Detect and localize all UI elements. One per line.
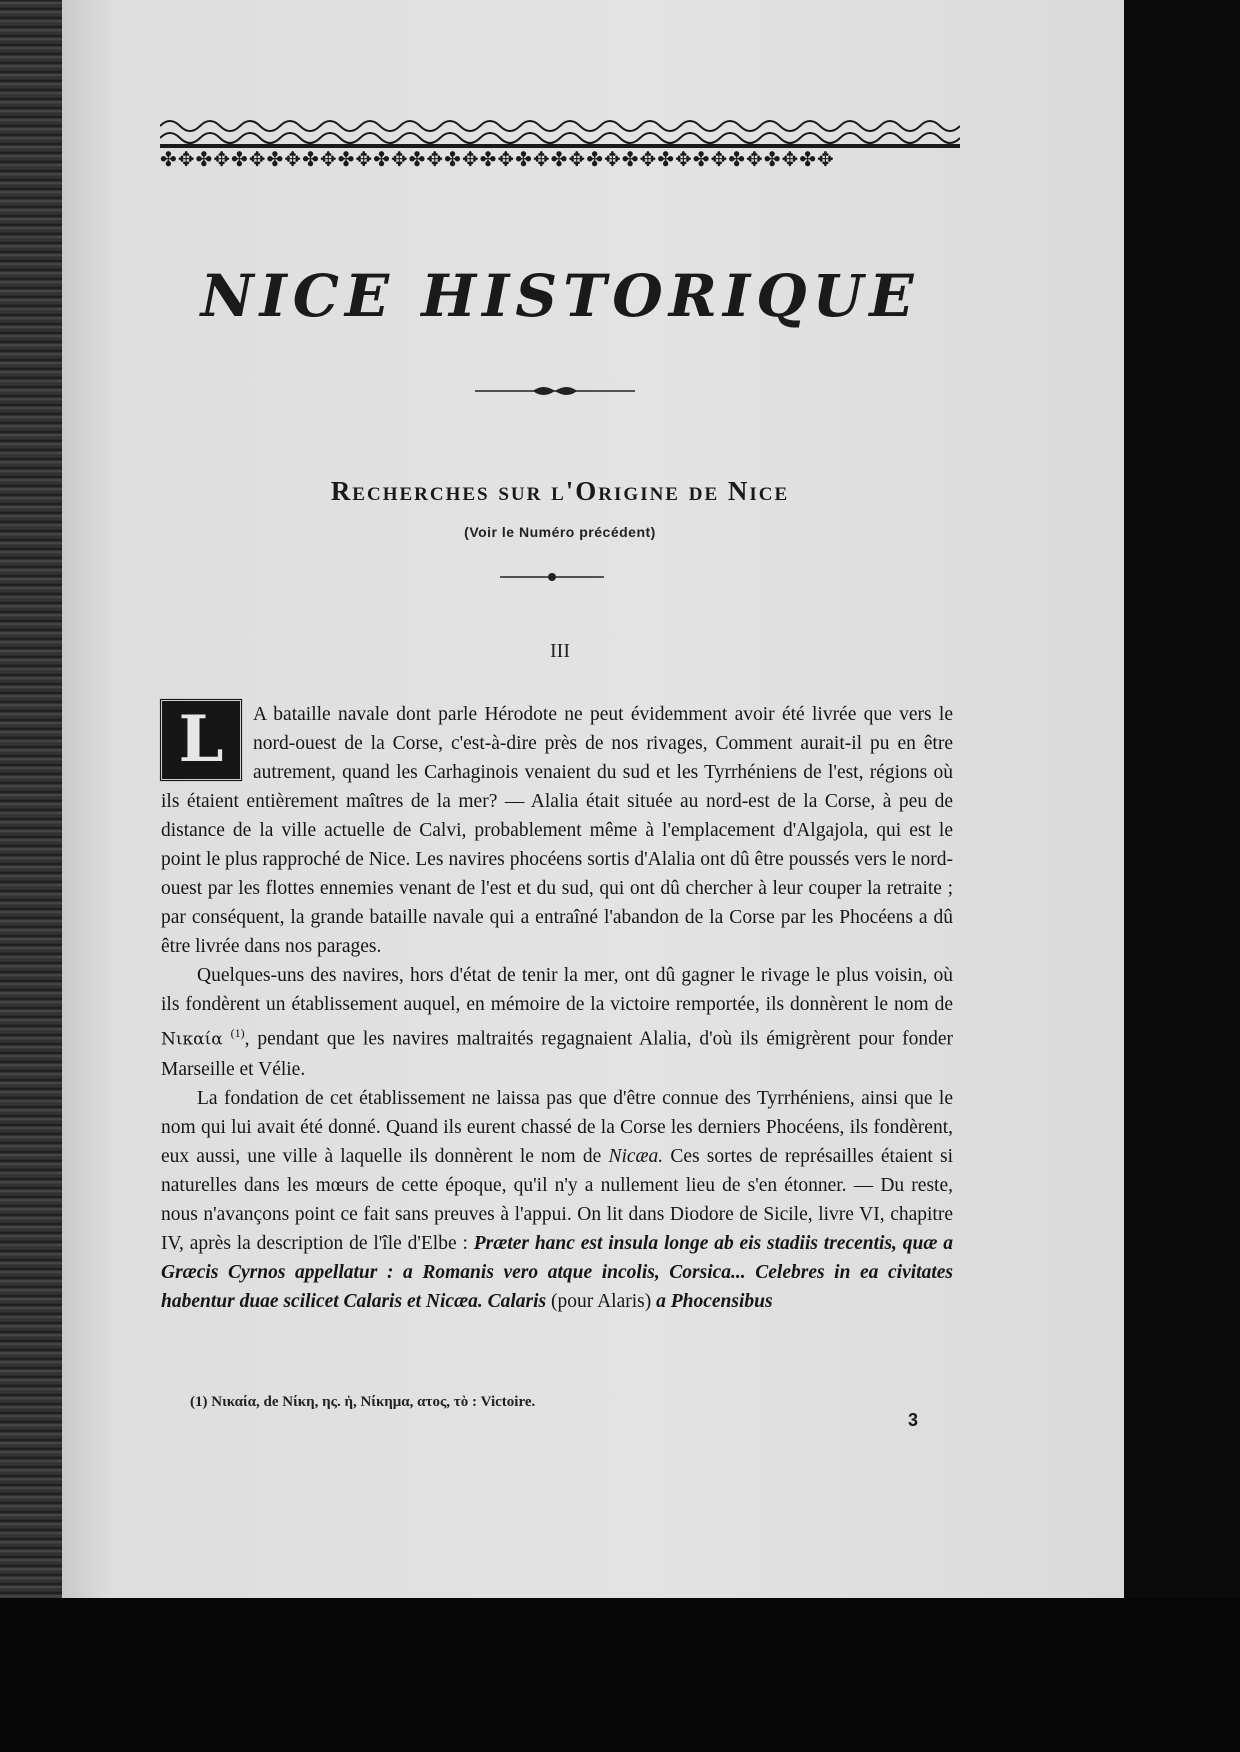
article-body [161, 700, 953, 1316]
paragraph-2 [161, 961, 953, 1084]
latin-quote: Præter hanc est insula longe ab eis stadiis trecentis, quæ a Græcis Cyrnos appellatur : a Romanis vero atque incolis, Corsica... Celebres in ea civitates habentur duae scilicet Calaris et Nicæa. Calaris [161, 1232, 954, 1312]
scan-background [0, 1598, 1240, 1752]
dropcap-letter: L [159, 698, 243, 782]
subtitle-divider-ornament [500, 570, 604, 584]
paragraph-1-text: A bataille navale dont parle Hérodote ne peut évidemment avoir été livrée que vers le nord-ouest de la Corse, c'est-à-dire près de nos rivages, Comment aurait-il pu en être autrement, quand les Carhaginois venaient du sud et les Tyrrhéniens de l'est, régions où ils étaient entièrement maîtres de la mer? — Alalia était située au nord-est de la Corse, à peu de distance de la ville actuelle de Calvi, probablement même à l'emplacement d'Algajola, qui est le point le plus rapproché de Nice. Les navires phocéens sortis d'Alalia ont dû être poussés vers le nord-ouest par les flottes ennemies venant de l'est et du sud, qui ont dû chercher à leur couper la retraite ; par conséquent, la grande bataille navale qui a entraîné l'abandon de la Corse par les Phocéens a dû être livrée dans nos parages. [161, 704, 953, 957]
title-divider-ornament [475, 383, 635, 399]
greek-word: Νικαία [161, 1029, 223, 1050]
footnote-ref: (1) [230, 1026, 245, 1040]
ornamental-header-band [160, 116, 960, 176]
footnote: (1) Νικαία, de Νίκη, ης. ἡ, Νίκημα, ατος, τὸ : Victoire. [190, 1394, 536, 1410]
svg-text:✤✥✤✥✤✥✤✥✤✥✤✥✤✥✤✥✤✥✤✥✤✥✤✥✤✥✤✥✤✥: ✤✥✤✥✤✥✤✥✤✥✤✥✤✥✤✥✤✥✤✥✤✥✤✥✤✥✤✥✤✥✤✥✤✥✤✥✤✥ [160, 147, 835, 171]
paragraph-3-text-mid: Ces sortes de représailles étaient si naturelles dans les mœurs de cette époque, qu'il n'y a nullement lieu de s'en étonner. — Du reste, nous n'avançons point ce fait sans preuves à l'appui. On lit dans Diodore de Sicile, livre VI, chapitre IV, après la description de l'île d'Elbe : [161, 1145, 954, 1254]
page-title: NICE HISTORIQUE [200, 262, 920, 330]
paragraph-2-text: Quelques-uns des navires, hors d'état de tenir la mer, ont dû gagner le rivage le plus voisin, où ils fondèrent un établissement auquel, en mémoire de la victoire remportée, ils donnèrent le nom de [161, 965, 953, 1015]
latin-term: Nicæa. [608, 1145, 664, 1167]
paragraph-2-text-end: , pendant que les navires maltraités regagnaient Alalia, d'où ils émigrèrent pour fonder Marseille et Vélie. [161, 1028, 953, 1080]
page-number: 3 [908, 1410, 919, 1430]
paragraph-1 [161, 700, 953, 961]
book-binding-edge [0, 0, 70, 1752]
latin-quote-end: a Phocensibus [656, 1290, 773, 1312]
continuation-note: (Voir le Numéro précédent) [464, 524, 656, 540]
section-number: III [550, 640, 570, 662]
article-subtitle: Recherches sur l'Origine de Nice [330, 476, 790, 506]
paragraph-3-text: La fondation de cet établissement ne laissa pas que d'être connue des Tyrrhéniens, ainsi que le nom qui lui avait été donné. Quand ils eurent chassé de la Corse les derniers Phocéens, ils fondèrent, eux aussi, une ville à laquelle ils donnèrent le nom de [161, 1087, 953, 1167]
paragraph-3 [161, 1084, 953, 1316]
paragraph-3-aside: (pour Alaris) [551, 1290, 652, 1312]
